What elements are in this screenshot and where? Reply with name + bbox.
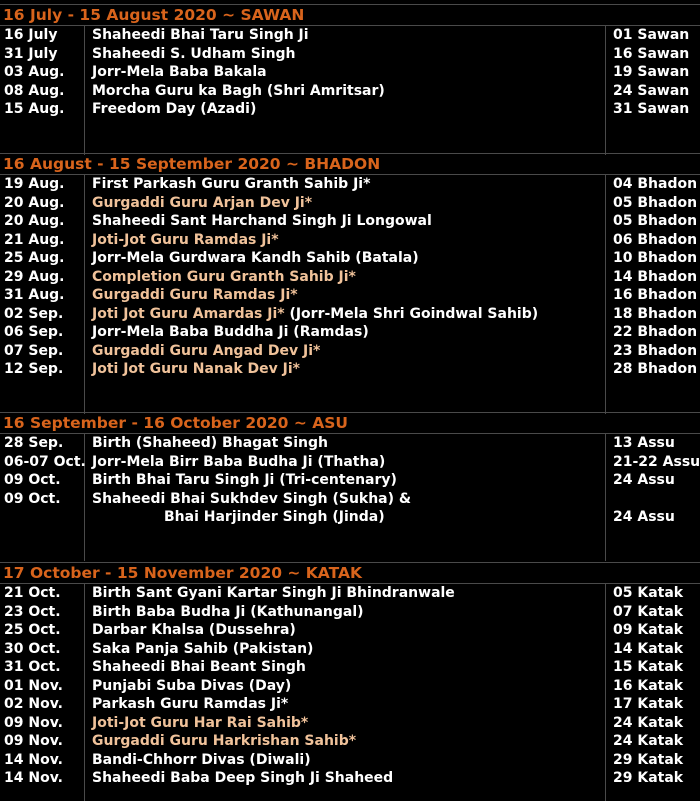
date-cell: 15 Aug. — [4, 101, 65, 117]
punjabi-date-cell: 16 Sawan — [613, 45, 690, 62]
event-cell: Gurgaddi Guru Angad Dev Ji* — [92, 342, 321, 359]
table-row — [0, 63, 700, 82]
punjabi-date-cell: 19 Sawan — [613, 64, 690, 80]
date-cell: 21 Oct. — [4, 585, 61, 601]
punjabi-date-cell: 05 Katak — [613, 585, 684, 601]
month-header: 16 July - 15 August 2020 ~ SAWAN — [0, 4, 700, 26]
date-cell: 29 Aug. — [4, 268, 65, 285]
event-cell: Birth Baba Budha Ji (Kathunangal) — [92, 603, 364, 620]
table-row — [0, 323, 700, 342]
date-cell: 01 Nov. — [4, 677, 63, 694]
month-section-asu — [0, 412, 700, 561]
table-row — [0, 769, 700, 788]
punjabi-date-cell: 06 Bhadon — [613, 231, 698, 248]
event-cell: Joti-Jot Guru Har Rai Sahib* — [92, 714, 309, 731]
date-cell: 09 Oct. — [4, 472, 61, 488]
event-cell — [92, 490, 411, 527]
table-row — [0, 212, 700, 231]
event-cell: Jorr-Mela Birr Baba Budha Ji (Thatha) — [92, 453, 386, 470]
date-cell: 14 Nov. — [4, 770, 63, 786]
punjabi-date-cell: 05 Bhadon — [613, 213, 698, 229]
punjabi-date-cell: 17 Katak — [613, 696, 684, 712]
event-cell: Gurgaddi Guru Harkrishan Sahib* — [92, 733, 357, 749]
table-row — [0, 658, 700, 677]
event-cell: Morcha Guru ka Bagh (Shri Amritsar) — [92, 82, 385, 99]
event-cell: Parkash Guru Ramdas Ji* — [92, 696, 289, 712]
table-row — [0, 584, 700, 603]
event-cell: Jorr-Mela Gurdwara Kandh Sahib (Batala) — [92, 250, 419, 266]
event-cell: Jorr-Mela Baba Buddha Ji (Ramdas) — [92, 324, 369, 340]
table-row — [0, 677, 700, 696]
event-line-1: Shaheedi Bhai Sukhdev Singh (Sukha) & — [92, 490, 412, 507]
date-cell: 31 Oct. — [4, 659, 61, 675]
punjabi-date-cell: 24 Sawan — [613, 82, 690, 99]
punjabi-date-cell: 29 Katak — [613, 751, 684, 768]
table-row — [0, 82, 700, 101]
punjabi-date-cell: 21-22 Assu — [613, 453, 700, 470]
month-table — [0, 584, 700, 801]
table-row — [0, 490, 700, 527]
date-cell: 02 Nov. — [4, 696, 63, 712]
date-cell: 06-07 Oct. — [4, 453, 86, 470]
date-cell: 02 Sep. — [4, 305, 64, 322]
date-cell: 25 Oct. — [4, 622, 61, 638]
event-note: (Jorr-Mela Shri Goindwal Sahib) — [284, 305, 539, 322]
punjabi-date-cell: 13 Assu — [613, 435, 675, 451]
punjabi-date-cell: 16 Katak — [613, 677, 684, 694]
event-cell: Darbar Khalsa (Dussehra) — [92, 622, 296, 638]
date-cell: 03 Aug. — [4, 64, 65, 80]
event-cell: Shaheedi S. Udham Singh — [92, 45, 296, 62]
month-section-katak — [0, 562, 700, 801]
event-cell: Saka Panja Sahib (Pakistan) — [92, 640, 314, 657]
date-cell: 09 Nov. — [4, 714, 63, 731]
event-cell: Joti Jot Guru Nanak Dev Ji* — [92, 361, 300, 377]
date-cell: 09 Nov. — [4, 733, 63, 749]
month-header: 17 October - 15 November 2020 ~ KATAK — [0, 562, 700, 584]
event-cell: Freedom Day (Azadi) — [92, 101, 257, 117]
event-cell: Birth Sant Gyani Kartar Singh Ji Bhindranwale — [92, 585, 455, 601]
event-cell: Completion Guru Granth Sahib Ji* — [92, 268, 356, 285]
month-header: 16 August - 15 September 2020 ~ BHADON — [0, 153, 700, 175]
table-row — [0, 434, 700, 453]
event-cell: Birth Bhai Taru Singh Ji (Tri-centenary) — [92, 472, 397, 488]
month-section-bhadon — [0, 153, 700, 414]
table-row — [0, 732, 700, 751]
event-cell: Gurgaddi Guru Ramdas Ji* — [92, 287, 298, 303]
date-cell: 21 Aug. — [4, 231, 65, 248]
table-row — [0, 45, 700, 64]
event-cell: Shaheedi Bhai Taru Singh Ji — [92, 27, 309, 43]
punjabi-date-cell: 24 Katak — [613, 714, 684, 731]
table-row — [0, 471, 700, 490]
punjabi-date-cell: 24 Assu — [613, 509, 675, 525]
table-row — [0, 268, 700, 287]
punjabi-date-cell: 15 Katak — [613, 659, 684, 675]
event-name: Joti Jot Guru Amardas Ji* — [92, 305, 285, 322]
punjabi-date-cell: 04 Bhadon — [613, 176, 698, 192]
event-cell: Birth (Shaheed) Bhagat Singh — [92, 435, 329, 451]
punjabi-date-cell: 07 Katak — [613, 603, 684, 620]
table-row — [0, 305, 700, 324]
date-cell: 14 Nov. — [4, 751, 63, 768]
event-cell: Jorr-Mela Baba Bakala — [92, 64, 267, 80]
date-cell: 31 July — [4, 45, 58, 62]
date-cell: 07 Sep. — [4, 342, 64, 359]
event-line-2: Bhai Harjinder Singh (Jinda) — [164, 509, 385, 525]
punjabi-date-cell: 10 Bhadon — [613, 250, 698, 266]
table-row — [0, 26, 700, 45]
table-row — [0, 249, 700, 268]
punjabi-date-cell: 05 Bhadon — [613, 194, 698, 211]
date-cell: 16 July — [4, 27, 58, 43]
table-row — [0, 194, 700, 213]
date-cell: 12 Sep. — [4, 361, 64, 377]
table-row — [0, 342, 700, 361]
event-cell — [92, 305, 538, 324]
date-cell: 28 Sep. — [4, 435, 64, 451]
event-cell: Bandi-Chhorr Divas (Diwali) — [92, 751, 311, 768]
table-row — [0, 603, 700, 622]
month-table — [0, 175, 700, 414]
table-row — [0, 175, 700, 194]
date-cell: 23 Oct. — [4, 603, 61, 620]
date-cell: 25 Aug. — [4, 250, 65, 266]
date-cell: 30 Oct. — [4, 640, 61, 657]
date-cell: 20 Aug. — [4, 194, 65, 211]
table-row — [0, 751, 700, 770]
date-cell: 31 Aug. — [4, 287, 65, 303]
event-cell: Joti-Jot Guru Ramdas Ji* — [92, 231, 279, 248]
punjabi-date-cell: 31 Sawan — [613, 101, 690, 117]
date-cell: 20 Aug. — [4, 213, 65, 229]
punjabi-date-cell: 24 Assu — [613, 472, 675, 488]
date-cell: 09 Oct. — [4, 490, 61, 507]
event-cell: Shaheedi Sant Harchand Singh Ji Longowal — [92, 213, 432, 229]
punjabi-date-cell: 18 Bhadon — [613, 305, 698, 322]
month-section-sawan — [0, 4, 700, 155]
date-cell: 06 Sep. — [4, 324, 64, 340]
month-header: 16 September - 16 October 2020 ~ ASU — [0, 412, 700, 434]
table-row — [0, 453, 700, 472]
punjabi-date-cell: 14 Katak — [613, 640, 684, 657]
punjabi-date-cell: 28 Bhadon — [613, 361, 698, 377]
punjabi-date-cell: 29 Katak — [613, 770, 684, 786]
event-cell: First Parkash Guru Granth Sahib Ji* — [92, 176, 371, 192]
punjabi-date-cell: 23 Bhadon — [613, 342, 698, 359]
table-row — [0, 286, 700, 305]
month-table — [0, 26, 700, 155]
punjabi-date-cell: 22 Bhadon — [613, 324, 698, 340]
punjabi-date-cell: 24 Katak — [613, 733, 684, 749]
date-cell: 08 Aug. — [4, 82, 65, 99]
event-cell: Shaheedi Bhai Beant Singh — [92, 659, 306, 675]
date-cell: 19 Aug. — [4, 176, 65, 192]
table-row — [0, 621, 700, 640]
event-cell: Gurgaddi Guru Arjan Dev Ji* — [92, 194, 313, 211]
punjabi-date-cell: 14 Bhadon — [613, 268, 698, 285]
table-row — [0, 360, 700, 379]
punjabi-date-cell: 09 Katak — [613, 622, 684, 638]
event-cell: Punjabi Suba Divas (Day) — [92, 677, 292, 694]
event-cell: Shaheedi Baba Deep Singh Ji Shaheed — [92, 770, 394, 786]
table-row — [0, 100, 700, 119]
table-row — [0, 695, 700, 714]
table-row — [0, 231, 700, 250]
month-table — [0, 434, 700, 561]
punjabi-date-cell: 01 Sawan — [613, 27, 690, 43]
table-row — [0, 640, 700, 659]
punjabi-date-cell: 16 Bhadon — [613, 287, 698, 303]
table-row — [0, 714, 700, 733]
